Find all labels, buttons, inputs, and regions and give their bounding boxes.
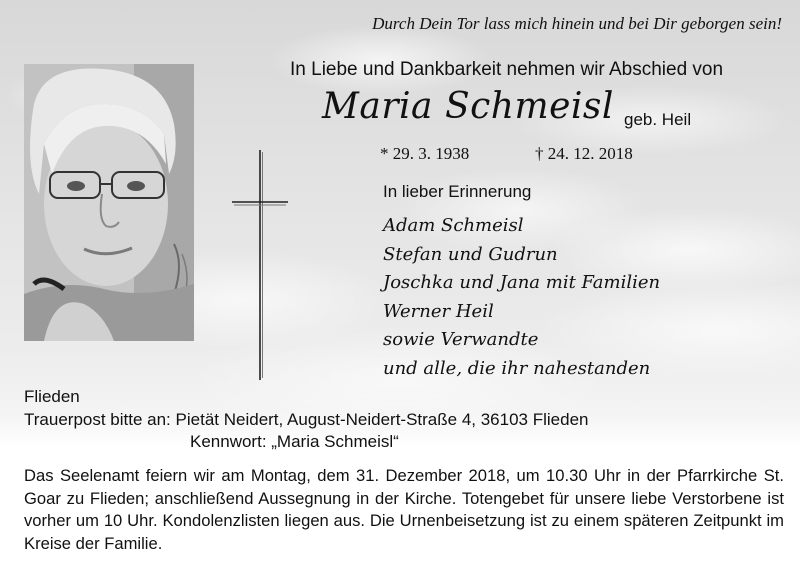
list-item: Joschka und Jana mit Familien: [383, 272, 661, 293]
death-date: † 24. 12. 2018: [535, 144, 633, 163]
list-item: und alle, die ihr nahestanden: [383, 357, 651, 379]
keyword-text: Kennwort: „Maria Schmeisl“: [190, 432, 399, 451]
birth-date: * 29. 3. 1938: [380, 144, 470, 163]
motto-text: Durch Dein Tor lass mich hinein und bei Dir geborgen sein!: [372, 14, 782, 33]
mourners-list: [383, 212, 660, 383]
location-text: Flieden: [24, 387, 80, 406]
list-item: Werner Heil: [383, 300, 494, 322]
list-item: sowie Verwandte: [383, 329, 539, 350]
list-item: Stefan und Gudrun: [383, 243, 558, 265]
portrait-illustration: [24, 64, 194, 341]
birth-name: geb. Heil: [624, 110, 692, 129]
deceased-name: Maria Schmeisl: [322, 86, 614, 127]
portrait-photo: [24, 64, 194, 341]
condolence-address-label: Trauerpost bitte an:: [24, 410, 171, 429]
memory-heading: In lieber Erinnerung: [383, 182, 532, 201]
condolence-address: [24, 410, 588, 430]
condolence-address-value: Pietät Neidert, August-Neidert-Straße 4, 36103 Flieden: [175, 410, 589, 429]
cross-icon: [232, 150, 288, 380]
list-item: Adam Schmeisl: [383, 215, 524, 236]
intro-text: In Liebe und Dankbarkeit nehmen wir Abschied von: [290, 59, 724, 80]
service-details: Das Seelenamt feiern wir am Montag, dem 31. Dezember 2018, um 10.30 Uhr in der Pfarrkirche St. Goar zu Flieden; anschließend Aussegnung in der Kirche. Totengebet für unsere liebe Verstorbene ist vorher um 10 Uhr. Kondolenzlisten liegen aus. Die Urnenbeisetzung ist zu einem späteren Zeitpunkt im Kreise der Familie.: [24, 466, 784, 553]
